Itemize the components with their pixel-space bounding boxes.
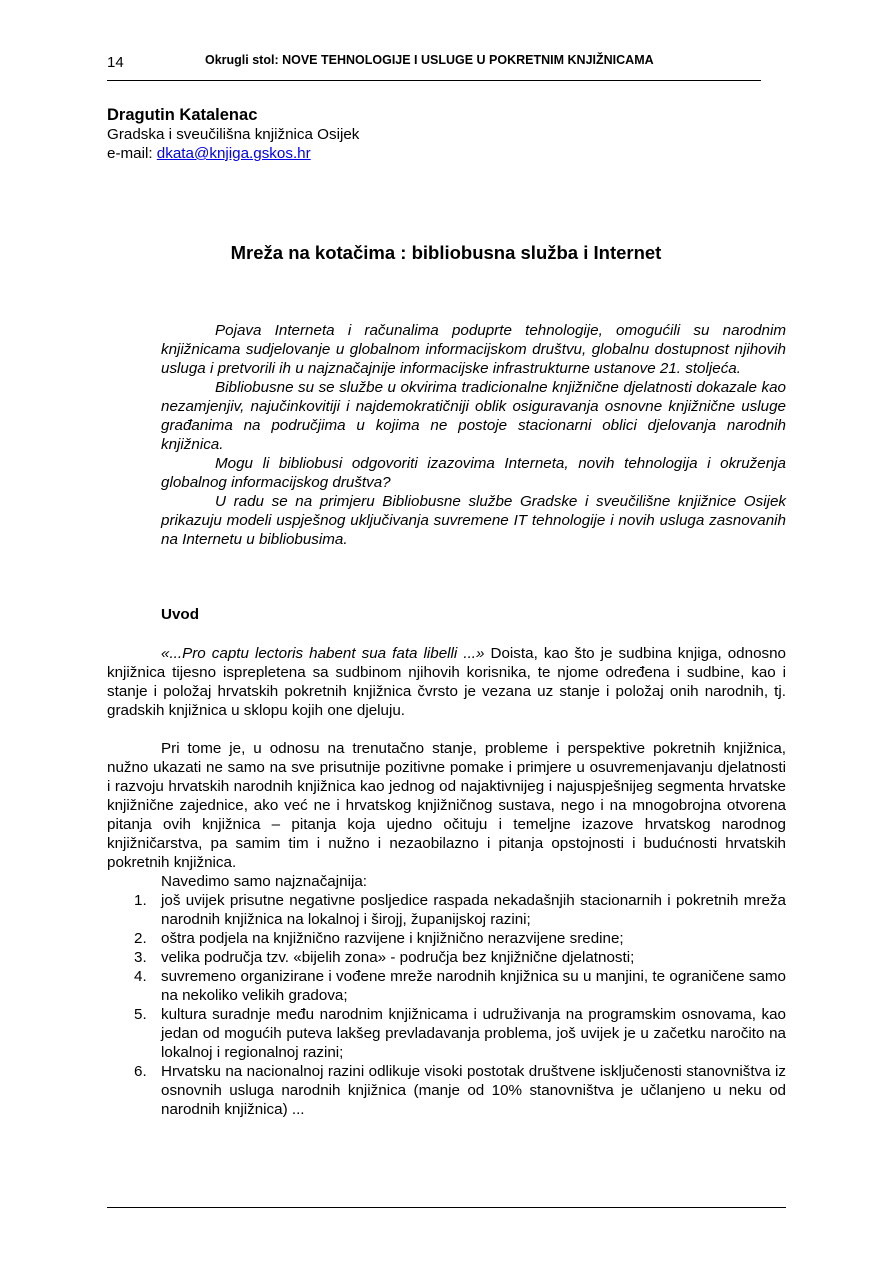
footer-rule: [107, 1207, 786, 1208]
email-link[interactable]: dkata@knjiga.gskos.hr: [156, 145, 311, 162]
list-number: 5.: [134, 1006, 147, 1023]
list-number: 3.: [134, 949, 147, 966]
page-number: 14: [107, 54, 124, 71]
body-paragraph: Navedimo samo najznačajnija:: [161, 873, 367, 890]
body-paragraph: «...Pro captu lectoris habent sua fata libelli ...» Doista, kao što je sudbina knjiga, odnosno knjižnica tijesno isprepletena sa sudbinom njihovih korisnika, te njome određena i sudbine, kao i stanje i položaj hrvatskih pokretnih knjižnica čvrsto je vezana uz stanje i položaj onih narodnih, tj. gradskih knjižnica u sklopu kojih one djeluju.: [107, 645, 786, 719]
author-name: Dragutin Katalenac: [107, 106, 258, 124]
list-number: 4.: [134, 968, 147, 985]
abstract-paragraph: U radu se na primjeru Bibliobusne službe Gradske i sveučilišne knjižnice Osijek prikazuju modeli uspješnog uključivanja suvremene IT tehnologije i novih usluga zasnovanih na Internetu u bibliobusima.: [161, 493, 786, 548]
running-header-title: Okrugli stol: NOVE TEHNOLOGIJE I USLUGE U POKRETNIM KNJIŽNICAMA: [205, 53, 654, 67]
abstract-paragraph: Bibliobusne su se službe u okvirima tradicionalne knjižnične djelatnosti dokazale kao nezamjenjiv, najučinkovitiji i najdemokratičniji oblik osiguravanja osnovne knjižnične usluge građanima na područjima u kojima ne postoje stacionarni oblici djelovanja narodnih knjižnica.: [161, 379, 786, 453]
list-number: 1.: [134, 892, 147, 909]
abstract-paragraph: Pojava Interneta i računalima poduprte tehnologije, omogućili su narodnim knjižnicama sudjelovanje u globalnom informacijskom društvu, globalnu dostupnost njihovih usluga i pretvorili ih u najznačajnije informacijske infrastrukturne ustanove 21. stoljeća.: [161, 322, 786, 377]
body-paragraph: Pri tome je, u odnosu na trenutačno stanje, probleme i perspektive pokretnih knjižnica, nužno ukazati ne samo na sve prisutnije pozitivne pomake i primjere u osuvremenjavanju djelatnosti i razvoju hrvatskih narodnih knjižnica kao jednog od najaktivnijeg i najuspješnijeg segmenta hrvatske knjižnične zajednice, ako već ne i hrvatskog knjižničnog sustava, nego i na mnogobrojna otvorena pitanja ovih knjižnica – pitanja koja ujedno očituju i temeljne izazove hrvatskog narodnog knjižničarstva, pa samim tim i nužno i nezaobilazno i pitanja opstojnosti i budućnosti hrvatskih pokretnih knjižnica.: [107, 740, 786, 871]
abstract-paragraph: Mogu li bibliobusi odgovoriti izazovima Interneta, novih tehnologija i okruženja globalnog informacijskog društva?: [161, 455, 786, 491]
list-number: 2.: [134, 930, 147, 947]
article-title: Mreža na kotačima : bibliobusna služba i Internet: [230, 242, 662, 263]
author-email-line: [107, 144, 359, 163]
body-text: [107, 644, 786, 1119]
list-item: 1. još uvijek prisutne negativne posljedice raspada nekadašnjih stacionarnih i pokretnih mreža narodnih knjižnica na lokalnoj i širojj, županijskoj razini;: [134, 892, 786, 928]
section-heading: Uvod: [161, 606, 199, 623]
list-item: 6. Hrvatsku na nacionalnoj razini odlikuje visoki postotak društvene isključenosti stanovništva iz osnovnih usluga narodnih knjižnica (manje od 10% stanovništva je učlanjeno u neku od narodnih knjižnica) ...: [134, 1063, 786, 1118]
header-rule: [107, 80, 761, 81]
list-item: 4. suvremeno organizirane i vođene mreže narodnih knjižnica su u manjini, te ograničene samo na nekoliko velikih gradova;: [134, 968, 786, 1004]
list-number: 6.: [134, 1063, 147, 1080]
email-label: e-mail:: [107, 145, 157, 162]
abstract: [161, 321, 786, 549]
latin-quote: «...Pro captu lectoris habent sua fata libelli ...»: [161, 645, 485, 662]
list-item: 2. oštra podjela na knjižnično razvijene i knjižnično nerazvijene sredine;: [134, 930, 624, 947]
author-block: [107, 106, 359, 163]
author-affiliation: Gradska i sveučilišna knjižnica Osijek: [107, 126, 360, 143]
numbered-list: [107, 891, 786, 1119]
list-item: 3. velika područja tzv. «bijelih zona» - područja bez knjižnične djelatnosti;: [134, 949, 635, 966]
list-item: 5. kultura suradnje među narodnim knjižnicama i udruživanja na programskim osnovama, kao jedan od mogućih puteva lakšeg prevladavanja problema, još uvijek je u začetku naročito na lokalnoj i regionalnoj razini;: [134, 1006, 786, 1061]
